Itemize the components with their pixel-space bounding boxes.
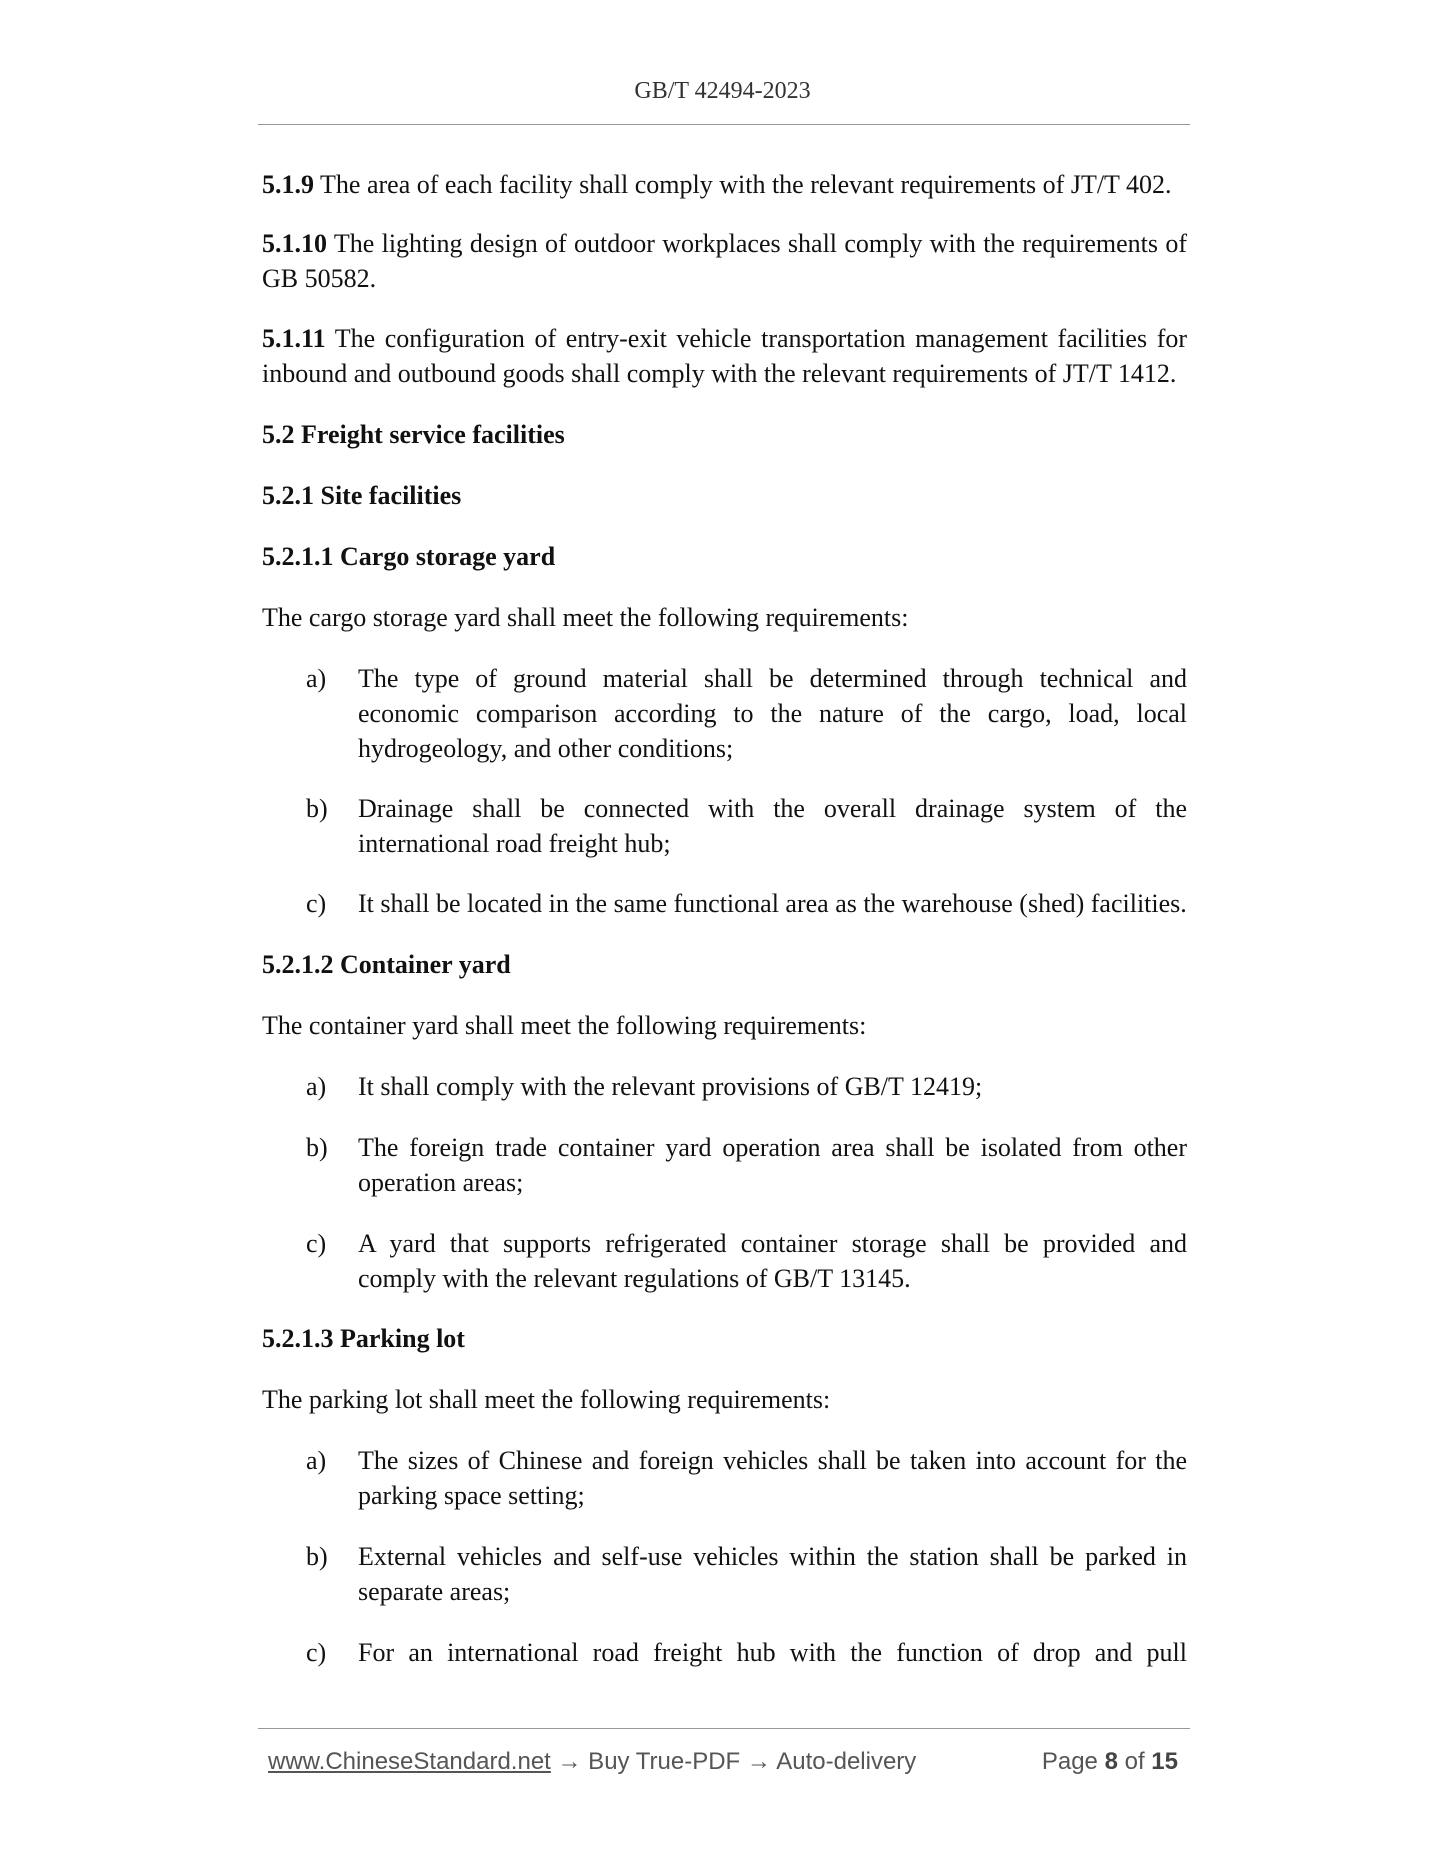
page-footer xyxy=(268,1748,1186,1784)
clause-5-1-11 xyxy=(262,321,1187,391)
heading-5-2: 5.2 Freight service facilities xyxy=(262,420,565,449)
header-divider xyxy=(258,124,1190,125)
list-text: It shall comply with the relevant provisions of GB/T 12419; xyxy=(358,1072,983,1101)
footer-divider xyxy=(258,1728,1190,1729)
list-label: c) xyxy=(306,889,327,918)
clause-5-1-10 xyxy=(262,226,1187,296)
website-link[interactable]: www.ChineseStandard.net xyxy=(268,1748,551,1775)
list-text: The type of ground material shall be determined through technical and economic comparison according to the nature of the cargo, load, local hydrogeology, and other conditions; xyxy=(358,664,1187,763)
container-yard-intro: The container yard shall meet the following requirements: xyxy=(262,1011,867,1040)
list-text: A yard that supports refrigerated container storage shall be provided and comply with the relevant regulations of GB/T 13145. xyxy=(358,1229,1187,1293)
heading-5-2-1-1: 5.2.1.1 Cargo storage yard xyxy=(262,542,556,571)
list-text: For an international road freight hub with the function of drop and pull xyxy=(358,1638,1187,1667)
heading-5-2-1-2: 5.2.1.2 Container yard xyxy=(262,950,511,979)
page-word: Page xyxy=(1041,1748,1098,1775)
list-text: The foreign trade container yard operation area shall be isolated from other operation areas; xyxy=(358,1133,1187,1197)
parking-lot-intro: The parking lot shall meet the following requirements: xyxy=(262,1385,831,1414)
of-word: of xyxy=(1124,1748,1145,1775)
list-label: c) xyxy=(306,1638,327,1667)
list-label: a) xyxy=(306,1446,327,1475)
heading-5-2-1: 5.2.1 Site facilities xyxy=(262,481,462,510)
clause-text: The configuration of entry-exit vehicle transportation management facilities for inbound and outbound goods shall comply with the relevant requirements of JT/T 1412. xyxy=(262,324,1188,388)
list-text: The sizes of Chinese and foreign vehicles shall be taken into account for the parking space setting; xyxy=(358,1446,1187,1510)
list-text: Drainage shall be connected with the overall drainage system of the international road freight hub; xyxy=(358,794,1187,858)
list-text: It shall be located in the same functional area as the warehouse (shed) facilities. xyxy=(358,889,1187,918)
clause-5-1-9 xyxy=(262,167,1187,202)
footer-promo-text: → Buy True-PDF → Auto-delivery xyxy=(550,1748,917,1775)
footer-promo xyxy=(268,1748,916,1776)
cargo-yard-intro: The cargo storage yard shall meet the following requirements: xyxy=(262,603,909,632)
list-label: c) xyxy=(306,1229,327,1258)
clause-number: 5.1.10 xyxy=(262,229,327,258)
clause-text: The area of each facility shall comply with the relevant requirements of JT/T 402. xyxy=(320,170,1172,199)
list-label: a) xyxy=(306,1072,327,1101)
list-label: b) xyxy=(306,794,328,823)
list-label: b) xyxy=(306,1133,328,1162)
total-page-count: 15 xyxy=(1151,1748,1178,1775)
page-indicator xyxy=(1042,1748,1178,1776)
header-standard-number: GB/T 42494-2023 xyxy=(634,78,811,104)
list-label: a) xyxy=(306,664,327,693)
list-text: External vehicles and self-use vehicles within the station shall be parked in separate areas; xyxy=(358,1542,1187,1606)
heading-5-2-1-3: 5.2.1.3 Parking lot xyxy=(262,1324,465,1353)
clause-number: 5.1.11 xyxy=(262,324,326,353)
clause-text: The lighting design of outdoor workplaces shall comply with the requirements of GB 50582. xyxy=(262,229,1187,293)
clause-number: 5.1.9 xyxy=(262,170,314,199)
list-label: b) xyxy=(306,1542,328,1571)
current-page-number: 8 xyxy=(1104,1748,1118,1775)
